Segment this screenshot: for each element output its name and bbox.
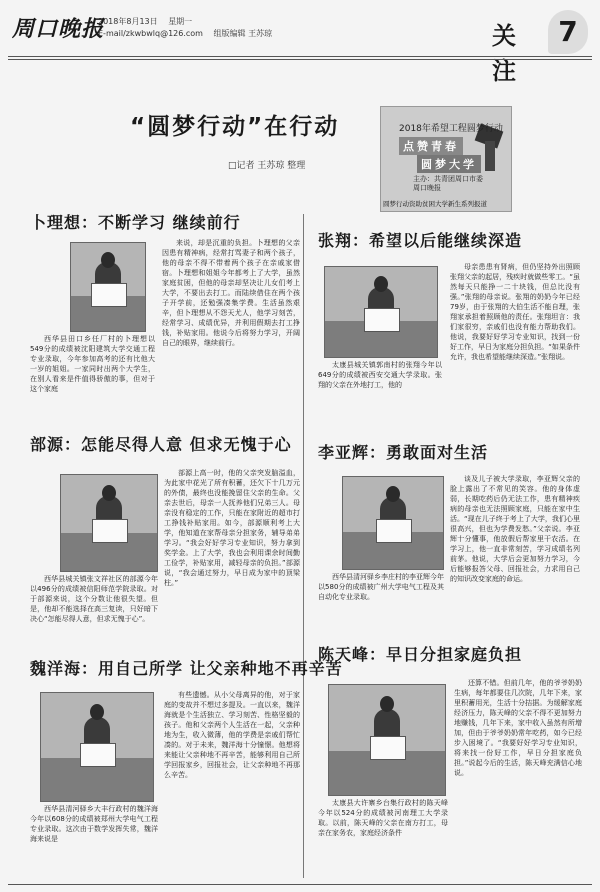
issue-weekday: 星期一 bbox=[168, 17, 193, 26]
layout-editor: 组版编辑 王苏琼 bbox=[213, 29, 273, 38]
article-body: 谈及儿子被大学录取，李亚辉父亲的脸上露出了不常见的笑容。他的身体虚弱，长期吃药后仍无法工作，患有精神疾病的母亲也无法照顾家庭，只能在家中生活。“现在儿子终于考上了大学，我们心里很高兴，但也为学费发愁。”父亲说。李亚辉十分懂事，他放假后帮家里干农活。在学习上，他一直非常刻苦，学习成绩名列前茅。他说，大学后会更加努力学习，今后能够报答父母、回报社会，力求用自己的知识改变家庭的命运。 bbox=[450, 475, 580, 583]
issue-date: 2018年8月13日 bbox=[98, 17, 158, 26]
article-body: 还算不错。但前几年，他的爷爷奶奶生病，每年都要住几次院，几年下来，家里积蓄用光，生活十分拮据。为缓解家庭经济压力，陈天峰的父亲不得不更加努力地赚钱，几年下来，家中收入虽然有所增加，但由于爷爷奶奶常年吃药，如今已经步入困境了。“我要好好学习专业知识，将来找一份好工作，早日分担家庭负担。”说起今后的生活，陈天峰充满信心地说。 bbox=[454, 679, 582, 777]
section-name: 关注 bbox=[492, 21, 520, 85]
footer-rule bbox=[8, 884, 592, 885]
masthead-email: E-mail/zkwbwlq@126.com bbox=[98, 29, 203, 38]
student-photo bbox=[40, 692, 154, 802]
article-body: 来说，却是沉重的负担。卜理想的父亲因患有精神病，经常打骂妻子和两个孩子，他的母亲不得不带着两个孩子在亲戚家借宿。卜理想和姐姐今年都考上了大学，虽然家庭贫困，但他的母亲却坚决让儿女们考上大学，不要出去打工。而陆续借住在两个孩子开学前，还勉强凑集学费。生活虽然艰辛，但卜理想从不怨天尤人，他学习刻苦，经常学习、成绩优异，并利用假期去打工挣钱，补贴家用。他说今后将努力学习，开阔自己的眼界，继续前行。 bbox=[162, 239, 300, 347]
article-chen-tianfeng bbox=[318, 642, 582, 878]
promo-host: 主办：共青团周口市委 周口晚报 bbox=[413, 175, 483, 192]
section-marker bbox=[492, 10, 592, 85]
article-body: 母亲患患有肾病，但仍坚持外出照顾张翔父亲的起居，残疾时就做些零工。“虽然每天只能挣一二十块钱，但总比没有强。”张翔的母亲说。张翔的奶奶今年已经79岁，由于张翔的大伯生活不能自理，张翔家承担着照顾他的责任。张翔坦言：我们家很穷，亲戚们也没有能力帮助我们。他说，我要好好学习专业知识，找到一份好工作，早日为家庭分担负担。“如果条件允许，我也希望能继续深造。”张翔说。 bbox=[450, 263, 580, 361]
article-wei-yanghai bbox=[30, 656, 343, 878]
promo-slogan-2: 圆梦大学 bbox=[417, 155, 481, 173]
article-title: 卜理想：不断学习 继续前行 bbox=[30, 213, 241, 232]
newspaper-logo: 周口晚报 bbox=[12, 16, 105, 42]
column-divider bbox=[303, 214, 304, 878]
masthead-rule-thin bbox=[8, 59, 592, 60]
article-body: 部源上高一时，他的父亲突发脑溢血，为此家中花光了所有积蓄，还欠下十几万元的外债，最终也没能挽留住父亲的生命。父亲去世后，母亲一人抚养他们兄弟三人。母亲没有稳定的工作，只能在家附近的超市打工挣钱补贴家用。如今，部源顺利考上大学，他知道在家帮母亲分担家务，辅导弟弟学习。“我会好好学习专业知识，努力拿到奖学金。上了大学，我也会利用课余时间勤工俭学，补贴家用，减轻母亲的负担。”部源说，“我会通过努力，早日成为家中的顶梁柱。” bbox=[164, 469, 300, 587]
article-title: 部源：怎能尽得人意 但求无愧于心 bbox=[30, 435, 292, 454]
promo-footer: 圆梦行动资助贫困大学新生系列报道 bbox=[383, 200, 487, 208]
article-title: 魏洋海：用自己所学 让父亲种地不再辛苦 bbox=[30, 659, 343, 678]
student-photo bbox=[60, 474, 158, 572]
article-li-yahui bbox=[318, 440, 582, 610]
campaign-promo-image bbox=[380, 106, 512, 212]
promo-year-line: 2018年希望工程圆梦行动 bbox=[399, 124, 503, 134]
photo-caption: 西华县城关镇张文祥社区的部源今年以496分的成绩被信阳师范学院录取。对于部源来说，这个分数让他很失望。但是，他却不能选择在高三复读，只好暗下决心“怎能尽得人意，但求无愧于心”。 bbox=[30, 575, 158, 623]
article-body: 有些遗憾。从小父母离异的他，对于家庭的变故并不想过多提及。一直以来，魏洋海就是个生活独立、学习刻苦、性格坚毅的孩子。他和父亲两个人生活在一起，父亲种地为生，收入微薄，他的学费是亲戚们帮忙凑的。对于未来，魏洋海十分憧憬。他想将来能让父亲种地不再辛苦，能够利用自己所学回报家乡，回报社会，让父亲种地不再那么辛苦。 bbox=[164, 691, 300, 779]
article-bu-lixiang bbox=[30, 210, 300, 420]
photo-caption: 太康县城关镇郭南村的张翔今年以649分的成绩被西安交通大学录取。张翔的父亲在外地打工，他的 bbox=[318, 361, 442, 389]
masthead bbox=[8, 10, 592, 85]
student-photo bbox=[342, 476, 444, 570]
photo-caption: 太康县大许寨乡台集行政村的陈天峰今年以524分的成绩被河南理工大学录取。以前，陈天峰的父亲在南方打工，母亲在家务农，家庭经济条件 bbox=[318, 799, 448, 837]
feature-title: “圆梦行动”在行动 bbox=[130, 114, 340, 140]
article-zhang-xiang bbox=[318, 228, 582, 418]
article-title: 李亚辉：勇敢面对生活 bbox=[318, 443, 489, 462]
feature-header bbox=[0, 100, 600, 210]
reporter-byline: □记者 王苏琼 整理 bbox=[228, 161, 306, 171]
masthead-rule bbox=[8, 56, 592, 57]
student-photo bbox=[70, 242, 146, 332]
promo-slogan-1: 点赞青春 bbox=[399, 137, 463, 155]
article-bu-yuan bbox=[30, 432, 300, 636]
student-photo bbox=[328, 684, 446, 796]
photo-caption: 西华县田口乡任厂村的卜理想以549分的成绩被沈阳建筑大学交通工程专业录取，今年参加高考的还有比他大一岁的姐姐。一家同时出两个大学生，在别人看来是件值得骄傲的事，但对于这个家庭 bbox=[30, 335, 155, 393]
photo-caption: 西华县清河驿乡李庄村的李亚辉今年以580分的成绩被广州大学电气工程及其自动化专业录取。 bbox=[318, 573, 444, 601]
article-title: 张翔：希望以后能继续深造 bbox=[318, 231, 523, 250]
tassel-icon bbox=[485, 141, 495, 171]
photo-caption: 西华县清河驿乡大丰行政村的魏洋海今年以608分的成绩被郑州大学电气工程专业录取。这次由于数学发挥失常，魏洋海来说是 bbox=[30, 805, 158, 843]
page-number: 7 bbox=[548, 10, 588, 54]
masthead-info bbox=[98, 16, 272, 40]
article-title: 陈天峰：早日分担家庭负担 bbox=[318, 645, 523, 664]
student-photo bbox=[324, 266, 438, 358]
